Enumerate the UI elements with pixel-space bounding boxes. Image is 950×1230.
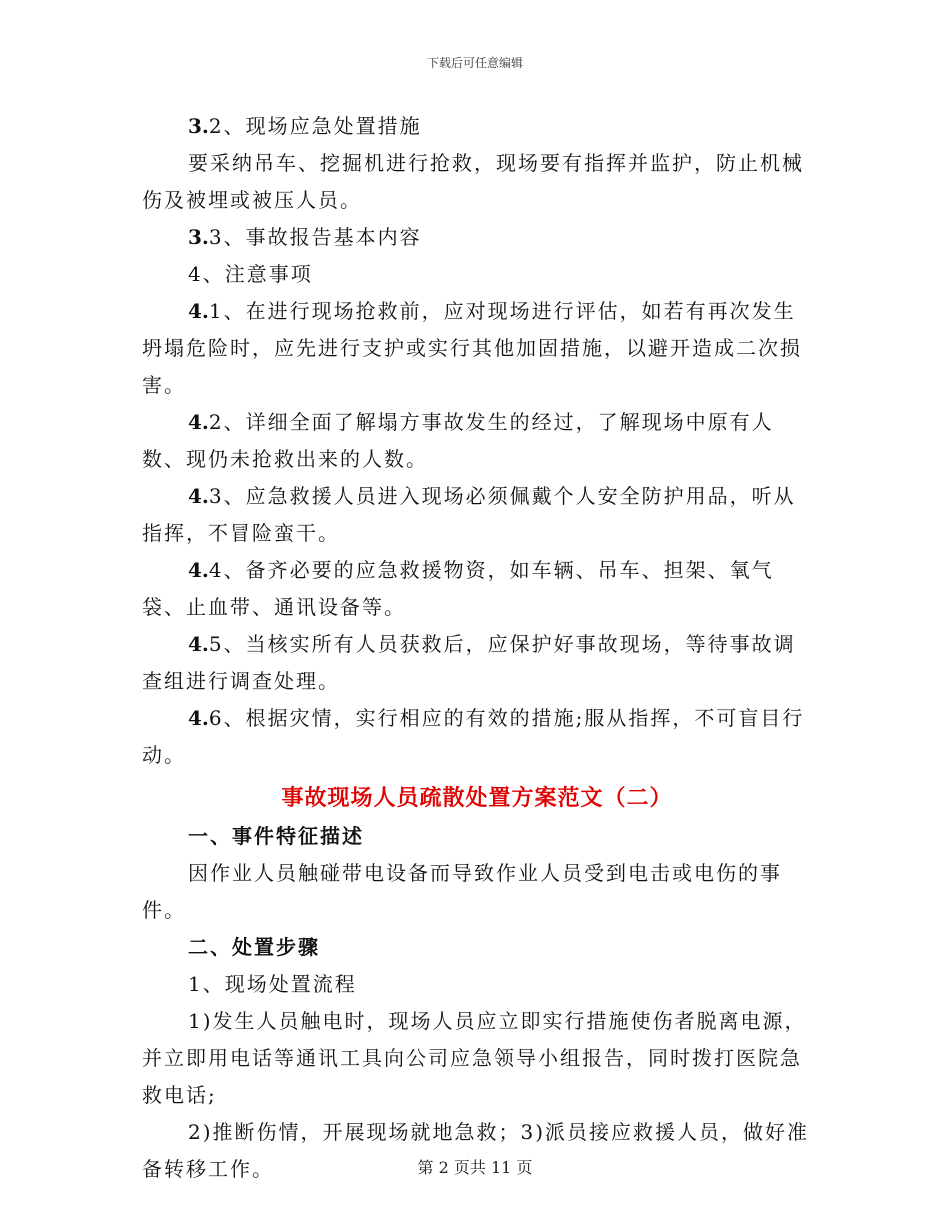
item-number: 4. [188,299,209,323]
paragraph-step-1: 1)发生人员触电时，现场人员应立即实行措施使伤者脱离电源，并立即用电话等通讯工具向公司应急领导小组报告，同时拨打医院急救电话; [142,1009,807,1107]
page-footer: 第 2 页共 11 页 [417,1158,533,1177]
paragraph [142,145,812,219]
paragraph [142,478,812,552]
paragraph-event-description: 因作业人员触碰带电设备而导致作业人员受到电击或电伤的事件。 [142,861,782,922]
paragraph [142,404,812,478]
paragraph-text: 5、当核实所有人员获救后，应保护好事故现场，等待事故调查组进行调查处理。 [142,632,796,693]
item-number: 4. [188,632,209,656]
paragraph-text: 2、详细全面了解塌方事故发生的经过，了解现场中原有人数、现仍未抢救出来的人数。 [142,410,774,471]
paragraph [142,108,812,145]
paragraph-text: 6、根据灾情，实行相应的有效的措施;服从指挥，不可盲目行动。 [142,706,805,767]
item-number: 4. [188,410,209,434]
paragraph-step-2-3: 2)推断伤情，开展现场就地急救；3)派员接应救援人员，做好准备转移工作。 [142,1120,810,1181]
paragraph [142,700,812,774]
paragraph-text: 要采纳吊车、挖掘机进行抢救，现场要有指挥并监护，防止机械伤及被埋或被压人员。 [142,151,804,212]
page-header: 下载后可任意编辑 [426,56,523,70]
heading-event-description: 一、事件特征描述 [188,824,364,848]
paragraph-text: 1、在进行现场抢救前，应对现场进行评估，如若有再次发生坍塌危险时，应先进行支护或实行其他加固措施，以避开造成二次损害。 [142,299,802,397]
heading-procedure: 二、处置步骤 [188,935,320,959]
paragraph [142,552,812,626]
subheading-process: 1、现场处置流程 [188,972,357,996]
paragraph-text: 3、应急救援人员进入现场必须佩戴个人安全防护用品，听从指挥，不冒险蛮干。 [142,484,796,545]
paragraph-text: 2、现场应急处置措施 [208,114,422,138]
paragraph [142,219,812,256]
paragraph [142,293,812,404]
paragraph-text: 4、备齐必要的应急救援物资，如车辆、吊车、担架、氧气袋、止血带、通讯设备等。 [142,558,774,619]
item-number: 4. [188,558,209,582]
section-title: 事故现场人员疏散处置方案范文（二） [281,785,673,811]
section-list [142,108,812,774]
paragraph [142,256,812,293]
paragraph-text: 4、注意事项 [188,262,313,286]
paragraph-text: 3、事故报告基本内容 [208,225,422,249]
item-number: 4. [188,484,209,508]
document-body [142,108,812,1188]
item-number: 4. [188,706,209,730]
paragraph [142,626,812,700]
item-number: 3. [188,114,209,138]
item-number: 3. [188,225,209,249]
